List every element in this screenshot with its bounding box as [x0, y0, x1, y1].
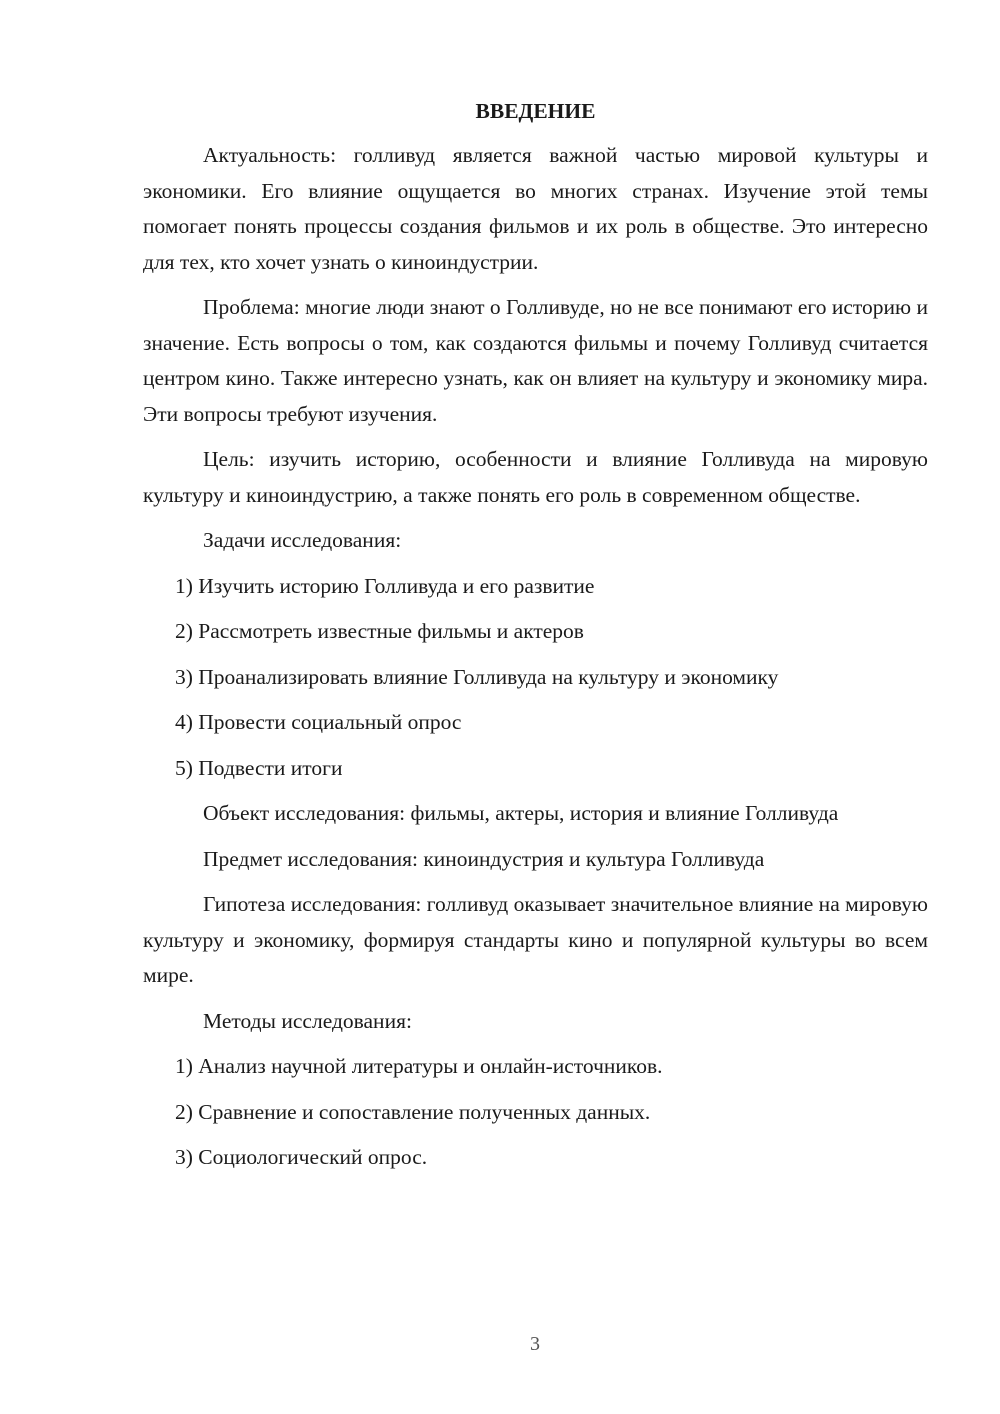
paragraph-goal: Цель: изучить историю, особенности и влияние Голливуда на мировую культуру и киноиндустрию, а также понять его роль в современном обществе.: [143, 447, 928, 507]
methods-heading: Методы исследования:: [203, 1008, 412, 1033]
method-item: 3) Социологический опрос.: [175, 1145, 428, 1169]
section-title: ВВЕДЕНИЕ: [475, 99, 596, 123]
paragraph-hypothesis: Гипотеза исследования: голливуд оказывает значительное влияние на мировую культуру и экономику, формируя стандарты кино и популярной культуры во всем мире.: [143, 892, 928, 987]
tasks-heading: Задачи исследования:: [203, 528, 402, 552]
task-item: 3) Проанализировать влияние Голливуда на культуру и экономику: [175, 664, 779, 689]
page-number: 3: [530, 1333, 540, 1355]
paragraph-problem: Проблема: многие люди знают о Голливуде, но не все понимают его историю и значение. Есть вопросы о том, как создаются фильмы и почему Голливуд считается центром кино. Также интересно узнать, как он влияет на культуру и экономику мира. Эти вопросы требуют изучения.: [143, 295, 928, 426]
paragraph-subject: Предмет исследования: киноиндустрия и культура Голливуда: [203, 846, 765, 871]
method-item: 2) Сравнение и сопоставление полученных данных.: [175, 1099, 651, 1124]
method-item: 1) Анализ научной литературы и онлайн-источников.: [175, 1054, 663, 1078]
task-item: 5) Подвести итоги: [175, 755, 343, 780]
task-item: 2) Рассмотреть известные фильмы и актеров: [175, 619, 584, 643]
task-item: 1) Изучить историю Голливуда и его развитие: [175, 573, 595, 598]
paragraph-object: Объект исследования: фильмы, актеры, история и влияние Голливуда: [203, 801, 839, 825]
paragraph-actuality: Актуальность: голливуд является важной частью мировой культуры и экономики. Его влияние ощущается во многих странах. Изучение этой темы помогает понять процессы создания фильмов и их роль в обществе. Это интересно для тех, кто хочет узнать о киноиндустрии.: [143, 143, 928, 274]
page-content: [143, 96, 928, 1186]
task-item: 4) Провести социальный опрос: [175, 710, 462, 734]
